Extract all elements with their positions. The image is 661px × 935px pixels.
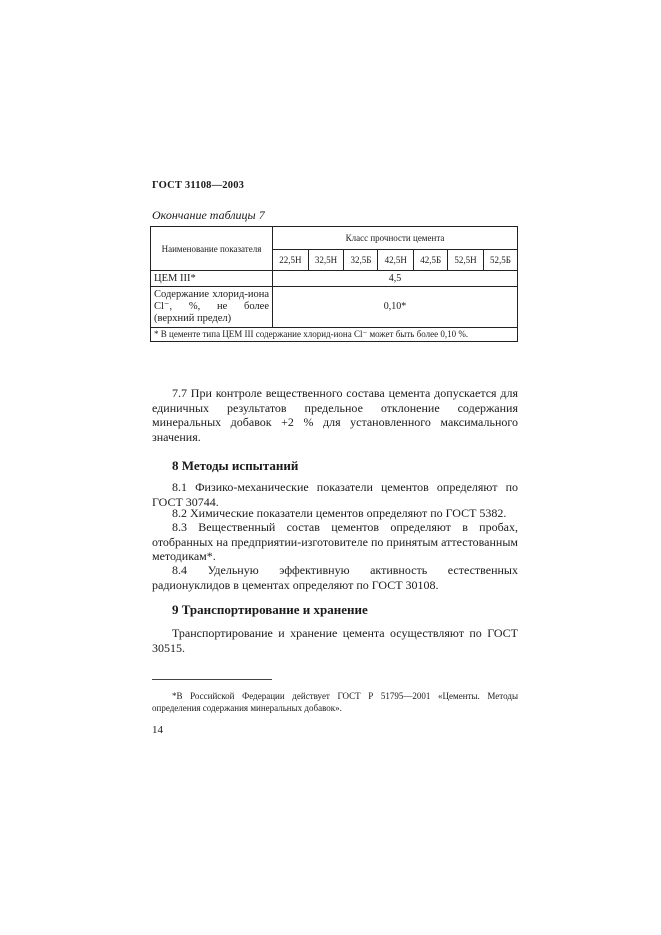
paragraph-8-4: 8.4 Удельную эффективную активность естественных радионуклидов в цементах определяют по ГОСТ 30108. <box>152 563 518 592</box>
paragraph-8-1: 8.1 Физико-механические показатели цементов определяют по ГОСТ 30744. <box>152 480 518 509</box>
param-column-header: Наименование показателя <box>151 227 273 271</box>
page-footnote: *В Российской Федерации действует ГОСТ Р 51795—2001 «Цементы. Методы определения содержания минеральных добавок». <box>152 691 518 713</box>
table-footnote-row <box>151 328 518 342</box>
class-cell: 52,5Б <box>483 250 517 271</box>
table-header-row <box>151 227 518 250</box>
class-cell: 32,5Н <box>308 250 344 271</box>
row-name: ЦЕМ III* <box>151 271 273 287</box>
footnote-divider <box>152 679 272 680</box>
row-value: 4,5 <box>273 271 518 287</box>
table-row <box>151 271 518 287</box>
paragraph-9: Транспортирование и хранение цемента осуществляют по ГОСТ 30515. <box>152 626 518 655</box>
class-cell: 42,5Н <box>378 250 414 271</box>
class-cell: 42,5Б <box>414 250 448 271</box>
paragraph-8-2: 8.2 Химические показатели цементов определяют по ГОСТ 5382. <box>172 506 507 520</box>
row-name: Содержание хлорид-иона Cl⁻, %, не более (верхний предел) <box>151 287 273 328</box>
table-7 <box>150 226 518 342</box>
table-row <box>151 287 518 328</box>
document-id: ГОСТ 31108—2003 <box>152 180 245 191</box>
page-number: 14 <box>152 724 163 736</box>
section-9-title: 9 Транспортирование и хранение <box>172 602 368 617</box>
table-caption: Окончание таблицы 7 <box>152 208 265 222</box>
class-column-header: Класс прочности цемента <box>273 227 518 250</box>
row-value: 0,10* <box>273 287 518 328</box>
paragraph-8-3: 8.3 Вещественный состав цементов определяют в пробах, отобранных на предприятии-изготовителе по принятым аттестованным методикам*. <box>152 520 518 563</box>
paragraph-7-7: 7.7 При контроле вещественного состава цемента допускается для единичных результатов предельное отклонение содержания минеральных добавок +2 % для установленного максимального значения. <box>152 386 518 444</box>
table-footnote: * В цементе типа ЦЕМ III содержание хлорид-иона Cl⁻ может быть более 0,10 %. <box>151 328 518 342</box>
class-cell: 52,5Н <box>448 250 484 271</box>
section-8-title: 8 Методы испытаний <box>172 458 299 473</box>
class-cell: 22,5Н <box>273 250 309 271</box>
class-cell: 32,5Б <box>344 250 378 271</box>
